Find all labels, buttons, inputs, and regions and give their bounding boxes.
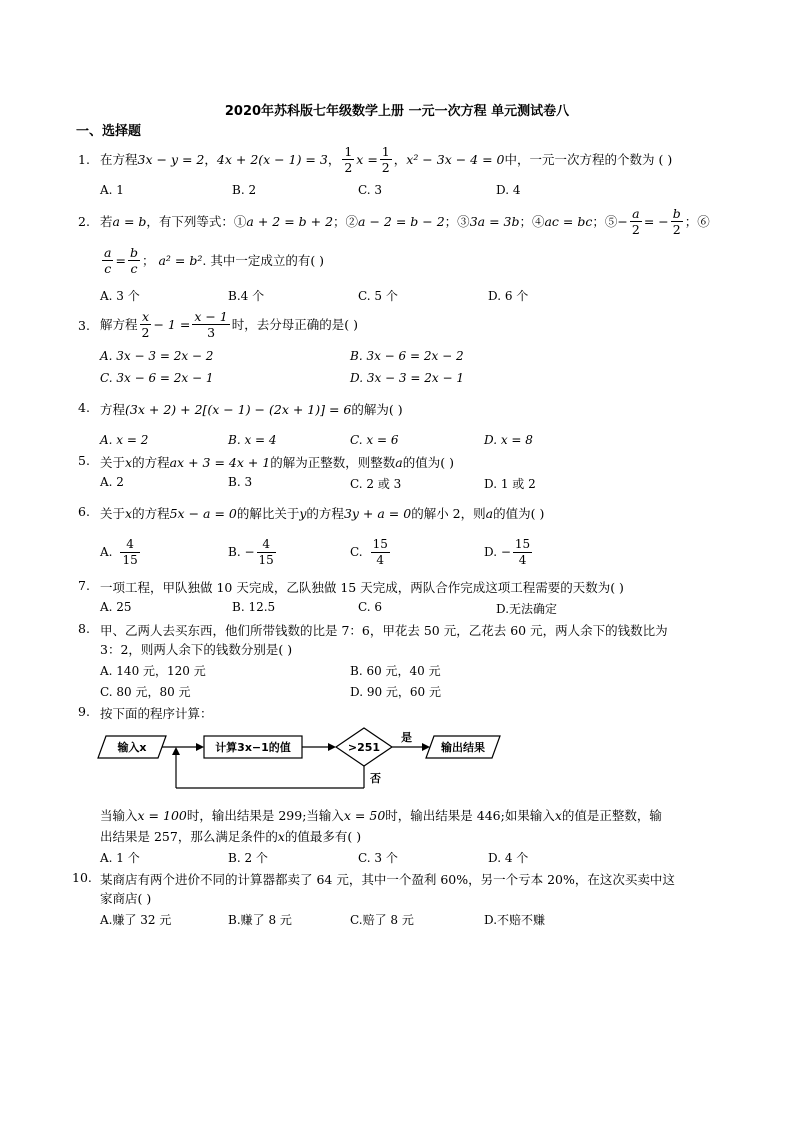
option-c: C.赔了 8 元 (350, 913, 414, 927)
question-text: 当输入x = 100时，输出结果是 299;当输入x = 50时，输出结果是 446;如果输入x的值是正整数，输 (100, 808, 662, 823)
flow-input-label: 输入x (117, 741, 147, 754)
flowchart (96, 724, 506, 796)
flow-no-label: 否 (370, 772, 381, 785)
option-d: D. 6 个 (488, 289, 529, 303)
fraction: $\frac{4}{15}$ (258, 536, 274, 567)
question-stem-line2: 家商店( ) (100, 891, 152, 906)
fraction: $\frac{15}{4}$ (372, 536, 388, 567)
question-stem: 关于x的方程5x − a = 0的解比关于y的方程3y + a = 0的解小 2，则a的值为( ) (100, 506, 545, 521)
option-a: A. 2 (100, 475, 124, 489)
option-a: A. 25 (100, 600, 132, 614)
question-stem: 方程(3x + 2) + 2[(x − 1) − (2x + 1)] = 6的解为( ) (100, 402, 403, 417)
question-number: 2. (78, 214, 90, 229)
question-number: 4. (78, 400, 90, 415)
question-stem: 按下面的程序计算： (100, 706, 213, 721)
question-stem: 甲、乙两人去买东西，他们所带钱数的比是 7：6，甲花去 50 元，乙花去 60 元，两人余下的钱数比为 (100, 623, 668, 638)
flow-condition-label: >251 (347, 741, 381, 754)
option-d: D. 90 元，60 元 (350, 685, 441, 699)
question-stem-line2: $\frac{a}{c}$ = $\frac{b}{c}$ ； a² = b² . 其中一定成立的有( ) (104, 244, 325, 276)
option-c: C. $\frac{15}{4}$ (350, 536, 388, 567)
fraction: $\frac{1}{2}$ (381, 143, 390, 175)
option-c: C. 3x − 6 = 2x − 1 (100, 371, 214, 385)
option-a: A. $\frac{4}{15}$ (100, 536, 138, 567)
option-a: A. 1 (100, 183, 124, 197)
option-b: B. 60 元，40 元 (350, 664, 441, 678)
option-c: C. 80 元，80 元 (100, 685, 191, 699)
question-number: 10. (72, 870, 92, 885)
option-b: B. x = 4 (228, 433, 277, 447)
option-d: D. 3x − 3 = 2x − 1 (350, 371, 464, 385)
option-a: A.赚了 32 元 (100, 913, 172, 927)
question-stem: 关于x的方程ax + 3 = 4x + 1的解为正整数，则整数a的值为( ) (100, 455, 454, 470)
fraction: $\frac{4}{15}$ (122, 536, 138, 567)
question-stem: 若 a = b ，有下列等式：① a + 2 = b + 2 ；② a − 2 = b − 2 ；③ 3a = 3b ；④ ac = bc ；⑤ − $\frac{a}{2}$ = − $\frac{b}{2}$ ；⑥ (100, 205, 710, 237)
question-stem-line2: 3：2，则两人余下的钱数分别是( ) (100, 642, 293, 657)
option-d: D.无法确定 (496, 602, 558, 616)
option-d: D. 4 (496, 183, 521, 197)
question-number: 7. (78, 578, 90, 593)
option-d: D. x = 8 (484, 433, 533, 447)
option-b: B. 2 (232, 183, 257, 197)
equation: 3x − y = 2 (137, 151, 205, 167)
fraction: $\frac{x - 1}{3}$ (194, 308, 228, 340)
section-heading: 一、选择题 (76, 124, 142, 139)
page-title: 2020年苏科版七年级数学上册 一元一次方程 单元测试卷八 (224, 104, 570, 119)
option-c: C. 5 个 (358, 289, 398, 303)
question-text-line2: 出结果是 257，那么满足条件的x的值最多有( ) (100, 829, 362, 844)
fraction: $\frac{x}{2}$ (141, 308, 150, 340)
question-number: 1. (78, 152, 90, 167)
option-a: A. 3x − 3 = 2x − 2 (100, 349, 214, 363)
option-c: C. 6 (358, 600, 383, 614)
equation: x² − 3x − 4 = 0 (406, 151, 505, 167)
option-c: C. 3 (358, 183, 383, 197)
question-number: 8. (78, 621, 90, 636)
flow-calc-label: 计算3x−1的值 (215, 741, 291, 754)
option-b: B. 3 (228, 475, 253, 489)
fraction: $\frac{a}{c}$ (104, 244, 112, 276)
flow-yes-label: 是 (401, 731, 412, 744)
question-number: 9. (78, 704, 90, 719)
option-d: D.不赔不赚 (484, 913, 546, 927)
option-b: B.赚了 8 元 (228, 913, 292, 927)
option-a: A. 3 个 (100, 289, 140, 303)
option-d: D. 4 个 (488, 851, 529, 865)
question-number: 6. (78, 504, 90, 519)
question-stem: 解方程 $\frac{x}{2}$ − 1 = $\frac{x - 1}{3}$ 时，去分母正确的是( ) (100, 308, 358, 340)
option-b: B.4 个 (228, 289, 265, 303)
fraction: $\frac{1}{2}$ (344, 143, 353, 175)
fraction: $\frac{b}{2}$ (672, 205, 681, 237)
option-a: A. 1 个 (100, 851, 140, 865)
option-d: D. 1 或 2 (484, 477, 536, 491)
question-stem: 一项工程，甲队独做 10 天完成，乙队独做 15 天完成，两队合作完成这项工程需要的天数为( ) (100, 580, 624, 595)
equation: 4x + 2(x − 1) = 3 (216, 151, 328, 167)
option-d: D. − $\frac{15}{4}$ (484, 536, 531, 567)
question-stem: 某商店有两个进价不同的计算器都卖了 64 元，其中一个盈利 60%，另一个亏本 20%，在这次买卖中这 (100, 872, 675, 887)
fraction: $\frac{a}{2}$ (631, 205, 640, 237)
option-c: C. 2 或 3 (350, 477, 402, 491)
question-number: 5. (78, 453, 90, 468)
fraction: $\frac{15}{4}$ (514, 536, 531, 567)
option-a: A. x = 2 (100, 433, 149, 447)
fraction: $\frac{b}{c}$ (129, 244, 138, 276)
option-c: C. 3 个 (358, 851, 398, 865)
question-number: 3. (78, 318, 90, 333)
option-b: B. 3x − 6 = 2x − 2 (350, 349, 464, 363)
flow-output-label: 输出结果 (441, 741, 485, 754)
option-c: C. x = 6 (350, 433, 399, 447)
option-b: B. 2 个 (228, 851, 268, 865)
option-b: B. 12.5 (232, 600, 276, 614)
option-a: A. 140 元，120 元 (100, 664, 206, 678)
question-stem: 在方程 3x − y = 2 ， 4x + 2(x − 1) = 3 ， $\frac{1}{2}$ x = $\frac{1}{2}$ ， x² − 3x − 4 = 0 中，一元一次方程的个数为 ( ) (100, 143, 673, 175)
option-b: B. − $\frac{4}{15}$ (228, 536, 274, 567)
